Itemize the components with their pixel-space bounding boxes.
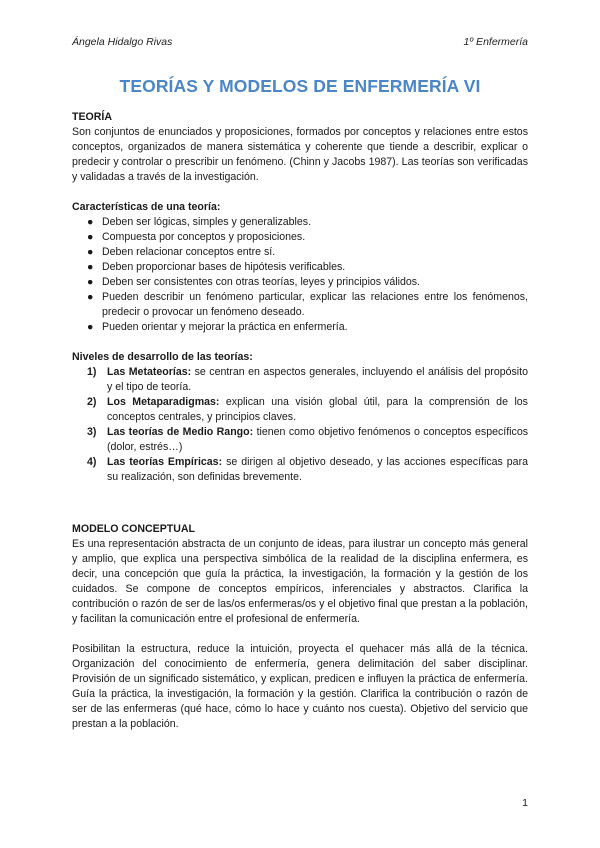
list-item: 4) Las teorías Empíricas: se dirigen al objetivo deseado, y las acciones específicas para su realización, son definidas brevemente. bbox=[87, 456, 528, 483]
page-title: TEORÍAS Y MODELOS DE ENFERMERÍA VI bbox=[119, 76, 481, 96]
bullet-icon: ● bbox=[87, 276, 94, 288]
section-heading-caracteristicas: Características de una teoría: bbox=[72, 201, 221, 213]
list-item: ● Compuesta por conceptos y proposiciones. bbox=[87, 231, 306, 243]
header-course: 1º Enfermería bbox=[463, 36, 528, 48]
teoria-paragraph: Son conjuntos de enunciados y proposiciones, formados por conceptos y relaciones entre estos conceptos, organizados de manera sistemática y coherente que tiende a describir, explicar o predecir y controlar o prescribir un fenómeno. (Chinn y Jacobs 1987). Las teorías son verificadas y validadas a través de la investigación. bbox=[72, 126, 528, 183]
list-item: ● Deben ser consistentes con otras teorías, leyes y principios válidos. bbox=[87, 276, 420, 288]
bullet-icon: ● bbox=[87, 291, 94, 303]
list-item: ● Pueden describir un fenómeno particular, explicar las relaciones entre los fenómenos, predecir o provocar un fenómeno deseado. bbox=[87, 291, 528, 318]
modelo-paragraph-2: Posibilitan la estructura, reduce la intuición, proyecta el quehacer más allá de la técnica. Organización del conocimiento de enfermería, genera delimitación del saber disciplinar. Provisión de un significado sistemático, y explican, predicen e influyen la práctica de enfermería. Guía la práctica, la investigación, la formación y la gestión. Clarifica la contribución o razón de ser de las enfermeras (qué hace, cómo lo hace y cuánto nos cuesta). Objetivo del servicio que prestan a la población. bbox=[72, 643, 528, 730]
section-heading-modelo: MODELO CONCEPTUAL bbox=[72, 523, 196, 535]
list-item: ● Deben relacionar conceptos entre sí. bbox=[87, 246, 276, 258]
list-item: 2) Los Metaparadigmas: explican una visión global útil, para la comprensión de los conceptos centrales, y principios claves. bbox=[87, 396, 528, 423]
list-item: ● Deben ser lógicas, simples y generalizables. bbox=[87, 216, 312, 228]
list-item: ● Deben proporcionar bases de hipótesis verificables. bbox=[87, 261, 346, 273]
list-item: 3) Las teorías de Medio Rango: tienen como objetivo fenómenos o conceptos específicos (dolor, estrés…) bbox=[87, 426, 529, 453]
niveles-list bbox=[72, 365, 528, 485]
section-heading-teoria: TEORÍA bbox=[72, 111, 113, 123]
page-number: 1 bbox=[522, 797, 528, 809]
section-heading-niveles: Niveles de desarrollo de las teorías: bbox=[72, 351, 253, 363]
bullet-icon: ● bbox=[87, 261, 94, 273]
list-item: 1) Las Metateorías: se centran en aspectos generales, incluyendo el análisis del propósito y el tipo de teoría. bbox=[87, 366, 528, 393]
bullet-icon: ● bbox=[87, 231, 94, 243]
page-header bbox=[72, 36, 528, 48]
header-author: Ángela Hidalgo Rivas bbox=[72, 36, 173, 48]
caracteristicas-list bbox=[72, 215, 528, 335]
bullet-icon: ● bbox=[87, 321, 94, 333]
bullet-icon: ● bbox=[87, 246, 94, 258]
document-body bbox=[72, 110, 528, 732]
bullet-icon: ● bbox=[87, 216, 94, 228]
modelo-paragraph-1: Es una representación abstracta de un conjunto de ideas, para ilustrar un concepto más general y amplio, que explica una perspectiva simbólica de la realidad de la disciplina enfermera, es decir, una concepción que guía la práctica, la investigación, la formación y la gestión de los cuidados. Se compone de conceptos empíricos, inferenciales y abstractos. Clarifica la contribución o razón de ser de las/os enfermeras/os y el objetivo final que prestan a la población, y facilitan la comunicación entre el profesional de enfermería. bbox=[72, 538, 528, 625]
list-item: ● Pueden orientar y mejorar la práctica en enfermería. bbox=[87, 321, 348, 333]
